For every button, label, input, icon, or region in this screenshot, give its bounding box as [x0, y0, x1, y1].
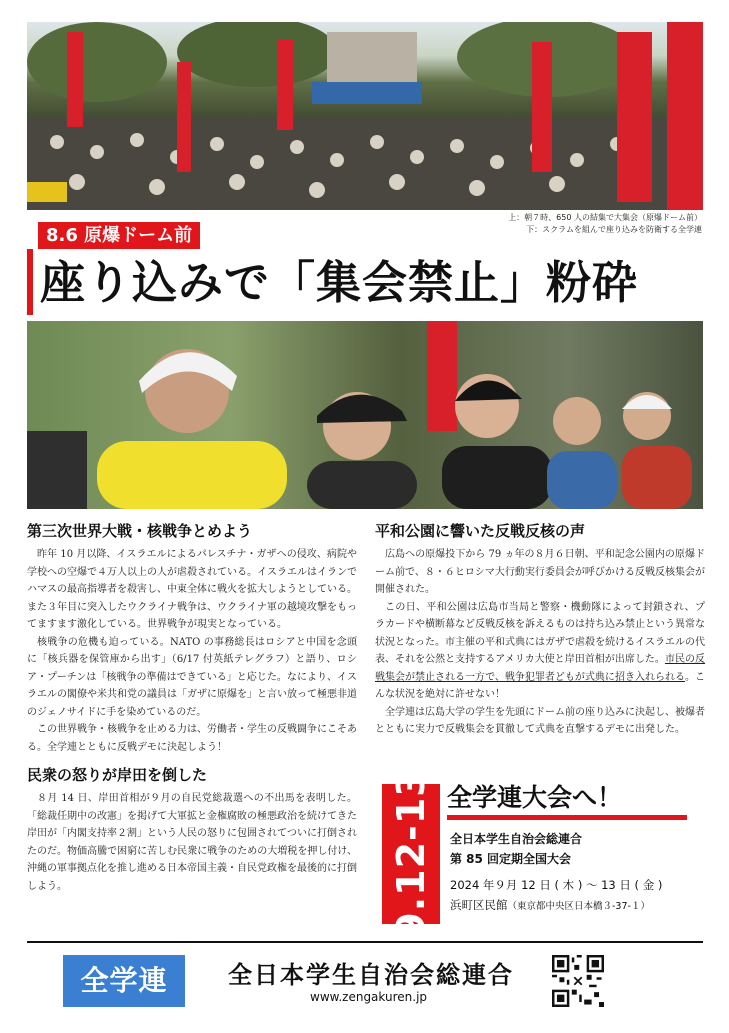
footer-url-link[interactable]: www.zengakuren.jp: [310, 990, 428, 1004]
photo-caption-bottom: 下：スクラムを組んで座り込みを防衛する全学連: [526, 225, 702, 234]
crowd-scene-illustration: [27, 22, 703, 210]
paragraph: この世界戦争・核戦争を止める力は、労働者・学生の反戦闘争にこそある。全学連とともに反戦デモに決起しよう！: [27, 724, 357, 753]
top-photo: [27, 22, 703, 210]
paragraph-text: この日、平和公園は広島市当局と警察・機動隊によって封鎖され、プラカードや横断幕など反戦反核を訴えるものは持ち込み禁止という異常な状況となった。市主催の平和式典にはガザで虐殺を続けるイスラエルの代表、それを公然と支持するアメリカ大使と岸田首相が出席した。: [375, 601, 705, 665]
paragraph-text: 。こんな状況を絶対に許せない！: [375, 671, 705, 700]
paragraph: 昨年 10 月以降、イスラエルによるパレスチナ・ガザへの侵攻、病院や学校への空爆で４万人以上の人が虐殺されている。イスラエルはイランでハマスの最高指導者を殺害し、中東全体に戦火を拡大しようとしている。また３年目に突入したウクライナ戦争は、ウクライナ軍の越境攻撃をもってますます激化している。世界戦争が現実となっている。: [27, 549, 357, 630]
paragraph: 核戦争の危機も迫っている。NATO の事務総長はロシアと中国を念頭に「核兵器を保管庫から出す」（6/17 付英紙テレグラフ）と語り、ロシア・プーチンは「核戦争の準備はできている」と応じた。なにより、イスラエルの閣僚や米共和党の議員は「ガザに原爆を」と言い放って極悪非道のジェノサイドに手を染めているのだ。: [27, 636, 357, 718]
event-organizer: 全日本学生自治会総連合: [450, 832, 583, 846]
paragraph: [375, 599, 705, 704]
headline-accent-bar: [27, 249, 33, 315]
venue-name: 浜町区民館: [450, 898, 508, 912]
footer-divider: [27, 941, 703, 943]
event-date-block: [382, 769, 440, 939]
venue-address: （東京都中央区日本橋３-37-１）: [507, 901, 650, 912]
footer-org-name: 全日本学生自治会総連合: [228, 961, 514, 989]
left-column: [27, 520, 357, 895]
event-date: 2024 年９月 12 日 ( 木 ) ～ 13 日 ( 金 ): [450, 878, 663, 892]
paragraph: 広島への原爆投下から 79 ヵ年の８月６日朝、平和記念公園内の原爆ドーム前で、８・６ヒロシマ大行動実行委員会が呼びかける反戦反核集会が開催された。: [375, 549, 705, 595]
event-venue: [450, 897, 650, 913]
right-column: [375, 520, 705, 739]
underlined-emphasis: 市民の反戦集会が禁止される一方で、戦争犯罪者どもが式典に招き入れられる: [375, 654, 706, 683]
students-scrum-illustration: [27, 321, 703, 509]
event-name: 第 85 回定期全国大会: [450, 852, 572, 866]
zengakuren-logo: 全学連: [63, 955, 185, 1007]
event-date-vertical: 9.12-13: [389, 769, 433, 939]
event-title: 全学連大会へ！: [447, 783, 623, 812]
headline-kicker: 8.6 原爆ドーム前: [38, 222, 200, 249]
photo-caption-top: 上：朝７時、650 人の結集で大集会（原爆ドーム前）: [508, 213, 702, 222]
section-title: 平和公園に響いた反戦反核の声: [375, 522, 586, 540]
event-title-underline: [447, 815, 687, 820]
page-headline: 座り込みで「集会禁止」粉砕: [40, 256, 639, 309]
section-title: 第三次世界大戦・核戦争とめよう: [27, 522, 253, 540]
bottom-photo: [27, 321, 703, 509]
paragraph: ８月 14 日、岸田首相が９月の自民党総裁選への不出馬を表明した。「総裁任期中の改憲」を掲げて大軍拡と金権腐敗の極悪政治を続けてきた岸田が「内閣支持率２割」という人民の怒りに包囲されてついに打倒されたのだ。物価高騰で困窮に苦しむ民衆に戦争のための大増税を押し付け、沖縄の軍事拠点化を推し進める日本帝国主義・自民党政権を最後的に打倒しよう。: [27, 793, 357, 892]
qr-code-icon[interactable]: [552, 955, 604, 1007]
paragraph: 全学連は広島大学の学生を先頭にドーム前の座り込みに決起し、被爆者とともに実力で反戦集会を貫徹して式典を直撃するデモに出発した。: [375, 706, 705, 735]
section-title: 民衆の怒りが岸田を倒した: [27, 766, 208, 784]
